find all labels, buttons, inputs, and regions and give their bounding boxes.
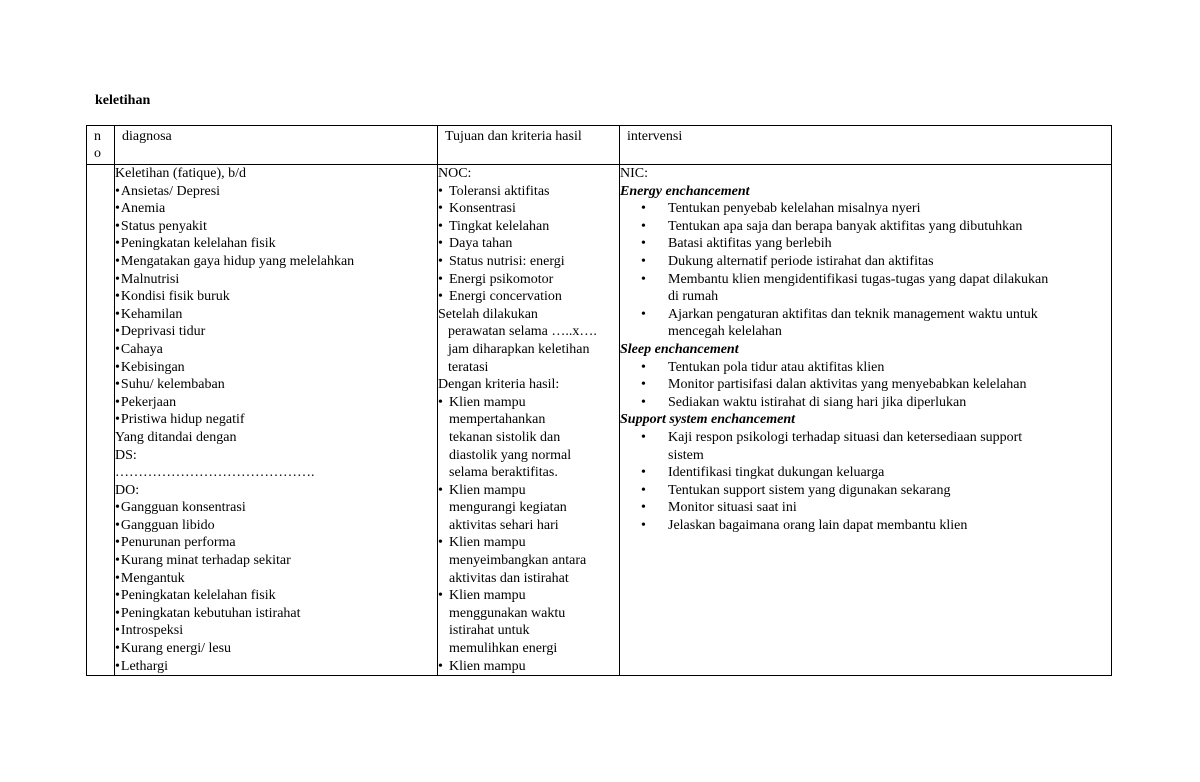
- kriteria-1-line-2: mempertahankan: [449, 412, 546, 428]
- energy-6-line-1: Ajarkan pengaturan aktifitas dan teknik management waktu untuk: [668, 306, 1038, 322]
- noc-list: [438, 183, 619, 306]
- list-item: • Identifikasi tingkat dukungan keluarga: [620, 464, 1111, 482]
- table-row: [87, 165, 1112, 676]
- list-item: • Introspeksi: [115, 622, 437, 640]
- list-item: • Tentukan support sistem yang digunakan sekarang: [620, 482, 1111, 500]
- list-item: • Tentukan pola tidur atau aktifitas klien: [620, 359, 1111, 377]
- setelah-line-3: jam diharapkan keletihan: [448, 341, 590, 357]
- page-title: keletihan: [95, 93, 151, 108]
- setelah-line-1: Setelah dilakukan: [438, 306, 538, 322]
- kriteria-4-line-3: istirahat untuk: [449, 623, 530, 639]
- list-item: • Kurang energi/ lesu: [115, 640, 437, 658]
- kriteria-list-4: [438, 587, 619, 605]
- list-item: • Status nutrisi: energi: [438, 253, 619, 271]
- list-item: • Gangguan libido: [115, 517, 437, 535]
- ds-dots: …………………………………….: [115, 465, 315, 481]
- sleep-heading: Sleep enchancement: [620, 341, 739, 357]
- list-item: • Kehamilan: [115, 306, 437, 324]
- support-heading: Support system enchancement: [620, 412, 796, 428]
- ditandai-label: Yang ditandai dengan: [115, 429, 237, 445]
- sleep-list: [620, 359, 1111, 412]
- list-item: • Pekerjaan: [115, 394, 437, 412]
- list-item: • Toleransi aktifitas: [438, 183, 619, 201]
- list-item: • Anemia: [115, 200, 437, 218]
- list-item: • Klien mampu: [438, 587, 619, 605]
- diagnosa-causes-list: [115, 183, 437, 429]
- list-item: • Mengatakan gaya hidup yang melelahkan: [115, 253, 437, 271]
- header-tujuan: [438, 126, 620, 165]
- list-item: • Ansietas/ Depresi: [115, 183, 437, 201]
- list-item: • Kebisingan: [115, 359, 437, 377]
- list-item: [620, 271, 1111, 306]
- diagnosa-intro: Keletihan (fatique), b/d: [115, 166, 247, 181]
- list-item: • Penurunan performa: [115, 534, 437, 552]
- list-item: • Klien mampu: [438, 534, 619, 552]
- energy-5-line-2: di rumah: [668, 289, 719, 305]
- list-item: • Peningkatan kelelahan fisik: [115, 587, 437, 605]
- noc-label: NOC:: [438, 166, 472, 181]
- list-item: • Sediakan waktu istirahat di siang hari jika diperlukan: [620, 394, 1111, 412]
- energy-heading: Energy enchancement: [620, 183, 750, 199]
- cell-diagnosa: [115, 165, 438, 676]
- kriteria-1-line-5: selama beraktifitas.: [449, 465, 558, 481]
- energy-list: [620, 200, 1111, 341]
- support-1-line-1: Kaji respon psikologi terhadap situasi dan ketersediaan support: [668, 429, 1023, 445]
- header-tujuan-label: Tujuan dan kriteria hasil: [445, 129, 582, 144]
- kriteria-list-5: [438, 658, 619, 676]
- support-1-line-2: sistem: [668, 447, 704, 463]
- list-item: [620, 429, 1111, 464]
- list-item: • Gangguan konsentrasi: [115, 499, 437, 517]
- list-item: • Monitor partisifasi dalan aktivitas yang menyebabkan kelelahan: [620, 376, 1111, 394]
- kriteria-list-3: [438, 534, 619, 552]
- support-list: [620, 429, 1111, 535]
- list-item: • Konsentrasi: [438, 200, 619, 218]
- list-item: • Klien mampu: [438, 482, 619, 500]
- header-intervensi-label: intervensi: [627, 129, 683, 144]
- kriteria-4-line-2: menggunakan waktu: [449, 605, 566, 621]
- list-item: • Peningkatan kelelahan fisik: [115, 235, 437, 253]
- kriteria-1-line-4: diastolik yang normal: [449, 447, 572, 463]
- kriteria-2-line-2: mengurangi kegiatan: [449, 500, 567, 516]
- kriteria-list-2: [438, 482, 619, 500]
- list-item: • Malnutrisi: [115, 271, 437, 289]
- list-item: • Lethargi: [115, 658, 437, 676]
- header-no: [87, 126, 115, 165]
- list-item: • Peningkatan kebutuhan istirahat: [115, 605, 437, 623]
- do-label: DO:: [115, 482, 140, 498]
- list-item: • Dukung alternatif periode istirahat dan aktifitas: [620, 253, 1111, 271]
- list-item: [620, 306, 1111, 341]
- list-item: • Cahaya: [115, 341, 437, 359]
- list-item: • Kurang minat terhadap sekitar: [115, 552, 437, 570]
- list-item: • Klien mampu: [438, 658, 619, 676]
- list-item: • Status penyakit: [115, 218, 437, 236]
- setelah-line-2: perawatan selama …..x….: [448, 324, 597, 340]
- list-item: • Tingkat kelelahan: [438, 218, 619, 236]
- list-item: • Batasi aktifitas yang berlebih: [620, 235, 1111, 253]
- energy-5-line-1: Membantu klien mengidentifikasi tugas-tugas yang dapat dilakukan: [668, 271, 1049, 287]
- list-item: • Tentukan apa saja dan berapa banyak aktifitas yang dibutuhkan: [620, 218, 1111, 236]
- setelah-line-4: teratasi: [448, 359, 489, 375]
- kriteria-3-line-2: menyeimbangkan antara: [449, 553, 587, 569]
- cell-no: [87, 165, 115, 676]
- nic-label: NIC:: [620, 166, 648, 181]
- list-item: • Tentukan penyebab kelelahan misalnya nyeri: [620, 200, 1111, 218]
- kriteria-list: [438, 394, 619, 412]
- list-item: • Kondisi fisik buruk: [115, 288, 437, 306]
- list-item: • Suhu/ kelembaban: [115, 376, 437, 394]
- header-no-label: n o: [94, 129, 101, 161]
- list-item: • Jelaskan bagaimana orang lain dapat membantu klien: [620, 517, 1111, 535]
- kriteria-label: Dengan kriteria hasil:: [438, 377, 560, 393]
- list-item: • Monitor situasi saat ini: [620, 499, 1111, 517]
- list-item: • Mengantuk: [115, 570, 437, 588]
- cell-intervensi: [620, 165, 1112, 676]
- list-item: • Deprivasi tidur: [115, 323, 437, 341]
- header-diagnosa: [115, 126, 438, 165]
- kriteria-1-line-3: tekanan sistolik dan: [449, 429, 561, 445]
- header-intervensi: [620, 126, 1112, 165]
- energy-6-line-2: mencegah kelelahan: [668, 324, 782, 340]
- diagnosa-do-list: [115, 499, 437, 675]
- kriteria-3-line-3: aktivitas dan istirahat: [449, 570, 569, 586]
- table-header-row: [87, 126, 1112, 165]
- list-item: • Pristiwa hidup negatif: [115, 411, 437, 429]
- list-item: • Daya tahan: [438, 235, 619, 253]
- list-item: • Klien mampu: [438, 394, 619, 412]
- kriteria-2-line-3: aktivitas sehari hari: [449, 517, 559, 533]
- list-item: • Energi concervation: [438, 288, 619, 306]
- ds-label: DS:: [115, 447, 137, 463]
- kriteria-4-line-4: memulihkan energi: [449, 641, 558, 657]
- care-plan-table: [86, 125, 1112, 676]
- list-item: • Energi psikomotor: [438, 271, 619, 289]
- cell-tujuan: [438, 165, 620, 676]
- header-diagnosa-label: diagnosa: [122, 129, 172, 144]
